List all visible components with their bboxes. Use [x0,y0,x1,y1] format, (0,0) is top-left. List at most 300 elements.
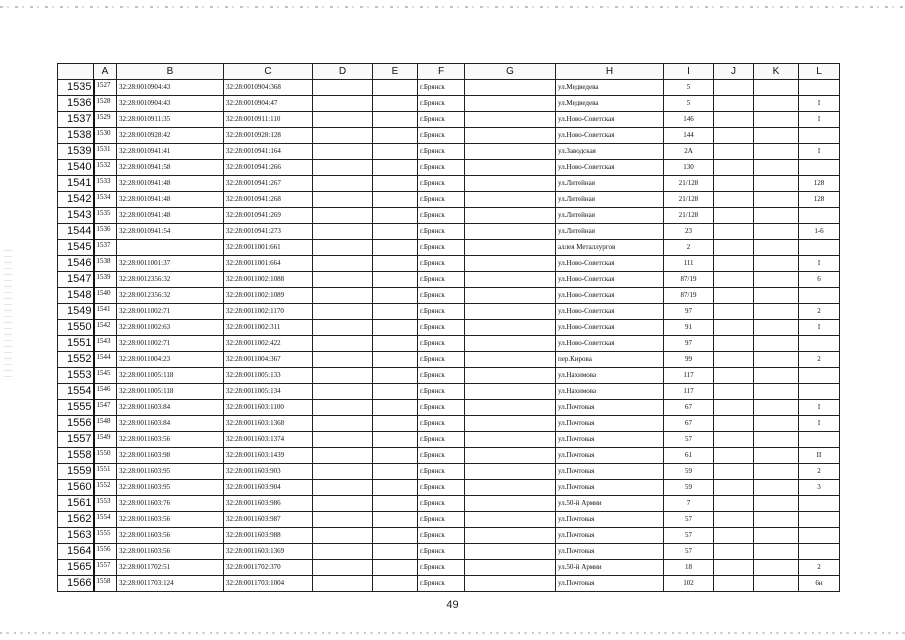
cell-k[interactable] [754,432,799,448]
cell-b[interactable]: 32:28:0010928:42 [117,128,224,144]
cell-b[interactable]: 32:28:0011702:51 [117,560,224,576]
cell-b[interactable]: 32:28:0011603:56 [117,432,224,448]
cell-b[interactable]: 32:28:0010904:43 [117,96,224,112]
cell-b[interactable]: 32:28:0010941:48 [117,176,224,192]
cell-g[interactable] [465,512,556,528]
cell-j[interactable] [714,512,754,528]
cell-h[interactable]: ул.Медведева [556,96,664,112]
cell-a[interactable]: 1552 [94,480,117,496]
cell-i[interactable]: 87/19 [664,288,714,304]
cell-i[interactable]: 61 [664,448,714,464]
cell-d[interactable] [313,400,373,416]
cell-a[interactable]: 1535 [94,208,117,224]
cell-h[interactable]: пер.Кирова [556,352,664,368]
cell-d[interactable] [313,560,373,576]
cell-d[interactable] [313,128,373,144]
cell-g[interactable] [465,112,556,128]
cell-i[interactable]: 57 [664,544,714,560]
cell-c[interactable]: 32:28:0010941:267 [224,176,313,192]
cell-i[interactable]: 5 [664,96,714,112]
cell-b[interactable]: 32:28:0011001:37 [117,256,224,272]
cell-l[interactable]: I [799,144,840,160]
cell-i[interactable]: 21/128 [664,208,714,224]
cell-i[interactable]: 97 [664,336,714,352]
cell-a[interactable]: 1541 [94,304,117,320]
cell-e[interactable] [373,512,418,528]
cell-l[interactable]: I [799,96,840,112]
cell-d[interactable] [313,464,373,480]
cell-j[interactable] [714,416,754,432]
cell-e[interactable] [373,128,418,144]
row-number[interactable]: 1558 [58,448,94,464]
cell-h[interactable]: ул.Почтовая [556,448,664,464]
column-header-i[interactable]: I [664,64,714,80]
cell-h[interactable]: ул.Почтовая [556,400,664,416]
cell-l[interactable] [799,240,840,256]
cell-e[interactable] [373,384,418,400]
cell-f[interactable]: г.Брянск [418,544,465,560]
cell-k[interactable] [754,512,799,528]
cell-c[interactable]: 32:28:0011002:1089 [224,288,313,304]
cell-b[interactable]: 32:28:0011603:56 [117,544,224,560]
cell-g[interactable] [465,80,556,96]
cell-h[interactable]: ул.Литейная [556,224,664,240]
cell-g[interactable] [465,224,556,240]
cell-b[interactable]: 32:28:0010941:41 [117,144,224,160]
cell-g[interactable] [465,400,556,416]
row-number[interactable]: 1548 [58,288,94,304]
cell-d[interactable] [313,368,373,384]
cell-f[interactable]: г.Брянск [418,272,465,288]
column-header-c[interactable]: C [224,64,313,80]
column-header-l[interactable]: L [799,64,840,80]
corner-header[interactable] [58,64,94,80]
cell-h[interactable]: ул.Почтовая [556,464,664,480]
cell-l[interactable]: I [799,400,840,416]
cell-l[interactable]: 128 [799,192,840,208]
cell-h[interactable]: ул.Почтовая [556,480,664,496]
cell-k[interactable] [754,496,799,512]
cell-g[interactable] [465,208,556,224]
cell-d[interactable] [313,416,373,432]
row-number[interactable]: 1539 [58,144,94,160]
cell-h[interactable]: ул.Заводская [556,144,664,160]
cell-c[interactable]: 32:28:0011603:1100 [224,400,313,416]
cell-d[interactable] [313,512,373,528]
cell-k[interactable] [754,560,799,576]
cell-f[interactable]: г.Брянск [418,352,465,368]
column-header-k[interactable]: K [754,64,799,80]
cell-k[interactable] [754,144,799,160]
cell-l[interactable]: 3 [799,480,840,496]
cell-d[interactable] [313,96,373,112]
cell-j[interactable] [714,432,754,448]
cell-k[interactable] [754,96,799,112]
cell-f[interactable]: г.Брянск [418,288,465,304]
cell-g[interactable] [465,560,556,576]
cell-i[interactable]: 57 [664,512,714,528]
row-number[interactable]: 1541 [58,176,94,192]
cell-i[interactable]: 144 [664,128,714,144]
column-header-f[interactable]: F [418,64,465,80]
cell-c[interactable]: 32:28:0010941:268 [224,192,313,208]
cell-h[interactable]: ул.Ново-Советская [556,128,664,144]
cell-e[interactable] [373,336,418,352]
cell-j[interactable] [714,336,754,352]
cell-e[interactable] [373,432,418,448]
cell-c[interactable]: 32:28:0010904:368 [224,80,313,96]
cell-i[interactable]: 117 [664,384,714,400]
cell-j[interactable] [714,528,754,544]
cell-c[interactable]: 32:28:0011005:133 [224,368,313,384]
cell-f[interactable]: г.Брянск [418,416,465,432]
cell-i[interactable]: 7 [664,496,714,512]
cell-e[interactable] [373,320,418,336]
cell-a[interactable]: 1536 [94,224,117,240]
row-number[interactable]: 1547 [58,272,94,288]
cell-f[interactable]: г.Брянск [418,304,465,320]
cell-b[interactable]: 32:28:0011005:118 [117,368,224,384]
cell-k[interactable] [754,256,799,272]
cell-l[interactable] [799,528,840,544]
cell-g[interactable] [465,176,556,192]
cell-e[interactable] [373,80,418,96]
cell-g[interactable] [465,272,556,288]
cell-j[interactable] [714,240,754,256]
cell-k[interactable] [754,192,799,208]
cell-h[interactable]: ул.Ново-Советская [556,160,664,176]
cell-l[interactable]: 2 [799,560,840,576]
row-number[interactable]: 1535 [58,80,94,96]
cell-b[interactable]: 32:28:0011004:23 [117,352,224,368]
cell-b[interactable]: 32:28:0011603:56 [117,512,224,528]
row-number[interactable]: 1560 [58,480,94,496]
cell-l[interactable]: 128 [799,176,840,192]
cell-k[interactable] [754,384,799,400]
cell-b[interactable]: 32:28:0010941:58 [117,160,224,176]
cell-c[interactable]: 32:28:0011002:1088 [224,272,313,288]
cell-d[interactable] [313,480,373,496]
cell-f[interactable]: г.Брянск [418,208,465,224]
cell-j[interactable] [714,576,754,592]
cell-k[interactable] [754,576,799,592]
cell-k[interactable] [754,208,799,224]
cell-f[interactable]: г.Брянск [418,160,465,176]
cell-l[interactable] [799,512,840,528]
cell-k[interactable] [754,128,799,144]
cell-j[interactable] [714,224,754,240]
cell-a[interactable]: 1555 [94,528,117,544]
cell-e[interactable] [373,544,418,560]
cell-b[interactable]: 32:28:0010911:35 [117,112,224,128]
cell-f[interactable]: г.Брянск [418,496,465,512]
cell-d[interactable] [313,256,373,272]
cell-c[interactable]: 32:28:0011603:903 [224,464,313,480]
cell-e[interactable] [373,240,418,256]
row-number[interactable]: 1566 [58,576,94,592]
cell-e[interactable] [373,416,418,432]
cell-c[interactable]: 32:28:0010904:47 [224,96,313,112]
row-number[interactable]: 1544 [58,224,94,240]
cell-l[interactable] [799,208,840,224]
cell-g[interactable] [465,352,556,368]
cell-g[interactable] [465,256,556,272]
cell-c[interactable]: 32:28:0011603:1439 [224,448,313,464]
cell-b[interactable]: 32:28:0010904:43 [117,80,224,96]
cell-a[interactable]: 1539 [94,272,117,288]
cell-k[interactable] [754,544,799,560]
cell-k[interactable] [754,352,799,368]
cell-e[interactable] [373,112,418,128]
cell-j[interactable] [714,304,754,320]
cell-d[interactable] [313,304,373,320]
cell-l[interactable]: 6 [799,272,840,288]
cell-c[interactable]: 32:28:0010941:269 [224,208,313,224]
cell-j[interactable] [714,448,754,464]
cell-k[interactable] [754,336,799,352]
cell-g[interactable] [465,288,556,304]
cell-d[interactable] [313,240,373,256]
cell-h[interactable]: ул.Ново-Советская [556,288,664,304]
cell-c[interactable]: 32:28:0011002:311 [224,320,313,336]
cell-b[interactable] [117,240,224,256]
cell-d[interactable] [313,112,373,128]
cell-g[interactable] [465,432,556,448]
cell-d[interactable] [313,496,373,512]
cell-h[interactable]: ул.Почтовая [556,544,664,560]
cell-f[interactable]: г.Брянск [418,240,465,256]
cell-b[interactable]: 32:28:0012356:32 [117,272,224,288]
cell-i[interactable]: 91 [664,320,714,336]
cell-a[interactable]: 1544 [94,352,117,368]
cell-g[interactable] [465,496,556,512]
cell-h[interactable]: ул.Почтовая [556,512,664,528]
cell-h[interactable]: ул.Литейная [556,192,664,208]
cell-e[interactable] [373,560,418,576]
cell-h[interactable]: ул.Нахимова [556,368,664,384]
cell-g[interactable] [465,144,556,160]
cell-f[interactable]: г.Брянск [418,176,465,192]
column-header-h[interactable]: H [556,64,664,80]
cell-h[interactable]: аллея Металлургов [556,240,664,256]
cell-c[interactable]: 32:28:0011603:988 [224,528,313,544]
cell-f[interactable]: г.Брянск [418,400,465,416]
cell-g[interactable] [465,576,556,592]
cell-j[interactable] [714,112,754,128]
cell-l[interactable]: 2 [799,352,840,368]
cell-l[interactable]: I [799,112,840,128]
cell-k[interactable] [754,368,799,384]
cell-b[interactable]: 32:28:0011603:56 [117,528,224,544]
cell-e[interactable] [373,368,418,384]
cell-i[interactable]: 146 [664,112,714,128]
cell-j[interactable] [714,480,754,496]
cell-i[interactable]: 130 [664,160,714,176]
cell-g[interactable] [465,320,556,336]
row-number[interactable]: 1553 [58,368,94,384]
cell-a[interactable]: 1545 [94,368,117,384]
cell-c[interactable]: 32:28:0010941:164 [224,144,313,160]
row-number[interactable]: 1537 [58,112,94,128]
cell-e[interactable] [373,528,418,544]
cell-c[interactable]: 32:28:0011004:367 [224,352,313,368]
cell-i[interactable]: 18 [664,560,714,576]
row-number[interactable]: 1559 [58,464,94,480]
cell-k[interactable] [754,240,799,256]
cell-h[interactable]: ул.50-й Армии [556,560,664,576]
cell-k[interactable] [754,288,799,304]
cell-c[interactable]: 32:28:0011002:422 [224,336,313,352]
cell-g[interactable] [465,96,556,112]
cell-k[interactable] [754,176,799,192]
cell-c[interactable]: 32:28:0011603:904 [224,480,313,496]
cell-c[interactable]: 32:28:0011603:986 [224,496,313,512]
cell-l[interactable] [799,336,840,352]
cell-j[interactable] [714,176,754,192]
cell-i[interactable]: 67 [664,416,714,432]
cell-j[interactable] [714,544,754,560]
cell-b[interactable]: 32:28:0011603:84 [117,416,224,432]
cell-f[interactable]: г.Брянск [418,432,465,448]
cell-e[interactable] [373,176,418,192]
cell-d[interactable] [313,224,373,240]
cell-l[interactable] [799,544,840,560]
cell-k[interactable] [754,272,799,288]
row-number[interactable]: 1564 [58,544,94,560]
cell-b[interactable]: 32:28:0011002:71 [117,304,224,320]
cell-c[interactable]: 32:28:0011603:1369 [224,544,313,560]
column-header-e[interactable]: E [373,64,418,80]
cell-b[interactable]: 32:28:0011002:63 [117,320,224,336]
cell-a[interactable]: 1558 [94,576,117,592]
cell-h[interactable]: ул.Ново-Советская [556,320,664,336]
cell-l[interactable] [799,432,840,448]
cell-h[interactable]: ул.Почтовая [556,432,664,448]
cell-e[interactable] [373,496,418,512]
cell-a[interactable]: 1553 [94,496,117,512]
cell-j[interactable] [714,320,754,336]
cell-c[interactable]: 32:28:0011603:1368 [224,416,313,432]
cell-j[interactable] [714,96,754,112]
cell-l[interactable] [799,384,840,400]
cell-f[interactable]: г.Брянск [418,576,465,592]
cell-d[interactable] [313,544,373,560]
cell-e[interactable] [373,224,418,240]
cell-f[interactable]: г.Брянск [418,464,465,480]
cell-i[interactable]: 57 [664,432,714,448]
cell-g[interactable] [465,480,556,496]
cell-l[interactable] [799,496,840,512]
cell-i[interactable]: 87/19 [664,272,714,288]
cell-i[interactable]: 2А [664,144,714,160]
cell-g[interactable] [465,336,556,352]
cell-j[interactable] [714,144,754,160]
column-header-b[interactable]: B [117,64,224,80]
row-number[interactable]: 1540 [58,160,94,176]
cell-b[interactable]: 32:28:0012356:32 [117,288,224,304]
cell-d[interactable] [313,528,373,544]
cell-h[interactable]: ул.Литейная [556,208,664,224]
cell-j[interactable] [714,384,754,400]
cell-f[interactable]: г.Брянск [418,144,465,160]
cell-j[interactable] [714,464,754,480]
cell-k[interactable] [754,464,799,480]
cell-l[interactable]: I [799,256,840,272]
cell-k[interactable] [754,480,799,496]
column-header-j[interactable]: J [714,64,754,80]
cell-i[interactable]: 102 [664,576,714,592]
cell-f[interactable]: г.Брянск [418,112,465,128]
cell-e[interactable] [373,192,418,208]
cell-g[interactable] [465,304,556,320]
cell-d[interactable] [313,288,373,304]
cell-k[interactable] [754,448,799,464]
cell-c[interactable]: 32:28:0011603:987 [224,512,313,528]
cell-a[interactable]: 1527 [94,80,117,96]
cell-d[interactable] [313,176,373,192]
cell-l[interactable]: 2 [799,304,840,320]
cell-j[interactable] [714,256,754,272]
row-number[interactable]: 1557 [58,432,94,448]
row-number[interactable]: 1536 [58,96,94,112]
cell-h[interactable]: ул.Ново-Советская [556,112,664,128]
cell-a[interactable]: 1537 [94,240,117,256]
cell-j[interactable] [714,496,754,512]
cell-j[interactable] [714,192,754,208]
cell-g[interactable] [465,544,556,560]
cell-l[interactable] [799,128,840,144]
cell-c[interactable]: 32:28:0011001:664 [224,256,313,272]
cell-a[interactable]: 1546 [94,384,117,400]
cell-k[interactable] [754,224,799,240]
cell-f[interactable]: г.Брянск [418,192,465,208]
row-number[interactable]: 1562 [58,512,94,528]
cell-e[interactable] [373,208,418,224]
cell-d[interactable] [313,320,373,336]
cell-h[interactable]: ул.Почтовая [556,416,664,432]
cell-g[interactable] [465,384,556,400]
cell-f[interactable]: г.Брянск [418,368,465,384]
cell-i[interactable]: 111 [664,256,714,272]
cell-l[interactable]: 1-6 [799,224,840,240]
cell-i[interactable]: 117 [664,368,714,384]
cell-a[interactable]: 1557 [94,560,117,576]
cell-l[interactable]: I [799,320,840,336]
cell-a[interactable]: 1548 [94,416,117,432]
cell-b[interactable]: 32:28:0011603:98 [117,448,224,464]
row-number[interactable]: 1565 [58,560,94,576]
cell-f[interactable]: г.Брянск [418,448,465,464]
cell-d[interactable] [313,208,373,224]
cell-g[interactable] [465,528,556,544]
cell-b[interactable]: 32:28:0011603:95 [117,480,224,496]
cell-a[interactable]: 1550 [94,448,117,464]
cell-f[interactable]: г.Брянск [418,528,465,544]
cell-f[interactable]: г.Брянск [418,128,465,144]
cell-c[interactable]: 32:28:0011002:1170 [224,304,313,320]
cell-f[interactable]: г.Брянск [418,96,465,112]
row-number[interactable]: 1555 [58,400,94,416]
cell-i[interactable]: 23 [664,224,714,240]
cell-j[interactable] [714,352,754,368]
cell-i[interactable]: 67 [664,400,714,416]
column-header-d[interactable]: D [313,64,373,80]
cell-b[interactable]: 32:28:0011603:95 [117,464,224,480]
cell-l[interactable] [799,160,840,176]
cell-b[interactable]: 32:28:0011603:76 [117,496,224,512]
cell-e[interactable] [373,288,418,304]
cell-h[interactable]: ул.Ново-Советская [556,256,664,272]
